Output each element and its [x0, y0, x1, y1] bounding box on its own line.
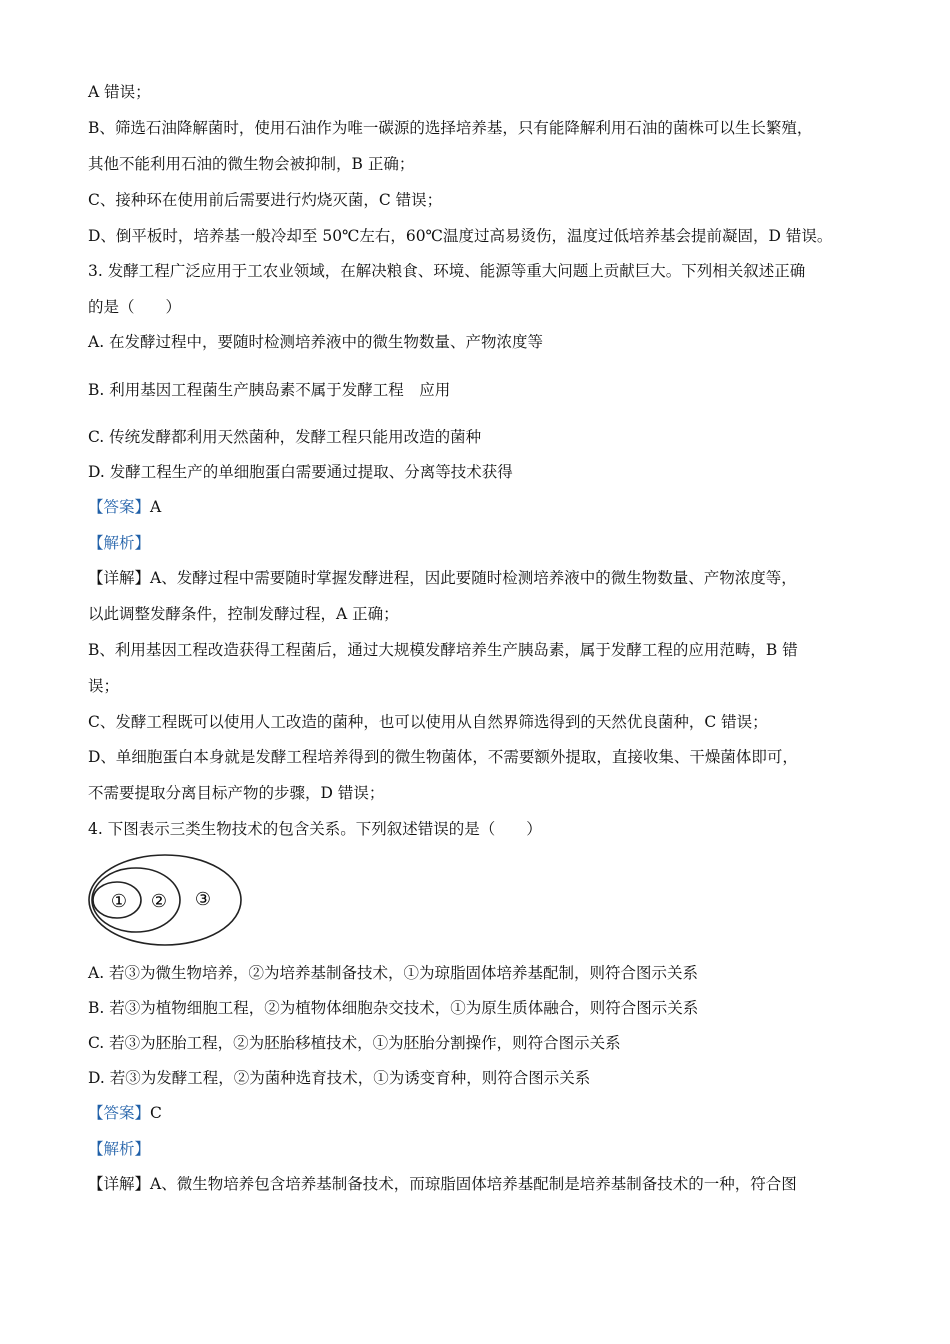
text-line: 不需要提取分离目标产物的步骤，D 错误； — [88, 784, 385, 802]
detail-line: 【详解】A、发酵过程中需要随时掌握发酵进程，因此要随时检测培养液中的微生物数量、产物浓度等， — [88, 569, 797, 587]
detail-tag: 【详解】 — [88, 569, 151, 587]
answer-tag: 【答案】 — [88, 1104, 151, 1122]
text-line: D、倒平板时，培养基一般冷却至 50℃左右，60℃温度过高易烫伤，温度过低培养基会提前凝固，D 错误。 — [88, 227, 833, 245]
question-4-option-b: B. 若③为植物细胞工程，②为植物体细胞杂交技术，①为原生质体融合，则符合图示关系 — [88, 999, 699, 1017]
analysis-line — [88, 533, 150, 553]
diagram-label-3: ③ — [194, 889, 212, 910]
answer-line — [88, 497, 161, 517]
question-3-option-d: D. 发酵工程生产的单细胞蛋白需要通过提取、分离等技术获得 — [88, 463, 513, 481]
question-3-option-c: C. 传统发酵都利用天然菌种，发酵工程只能用改造的菌种 — [88, 428, 482, 446]
text-line: 以此调整发酵条件，控制发酵过程，A 正确； — [88, 605, 399, 623]
analysis-tag: 【解析】 — [88, 534, 151, 552]
question-4-option-d: D. 若③为发酵工程，②为菌种选育技术，①为诱变育种，则符合图示关系 — [88, 1069, 591, 1087]
text-line: C、接种环在使用前后需要进行灼烧灭菌，C 错误； — [88, 191, 443, 209]
analysis-tag: 【解析】 — [88, 1140, 151, 1158]
text-line: 误； — [88, 677, 120, 695]
question-3-stem-cont: 的是（ ） — [88, 298, 182, 316]
question-4-stem: 4. 下图表示三类生物技术的包含关系。下列叙述错误的是（ ） — [88, 820, 542, 838]
text-line: B、利用基因工程改造获得工程菌后，通过大规模发酵培养生产胰岛素，属于发酵工程的应用范畴，B 错 — [88, 641, 798, 659]
detail-tag: 【详解】 — [88, 1175, 151, 1193]
text-line: B、筛选石油降解菌时，使用石油作为唯一碳源的选择培养基，只有能降解利用石油的菌株可以生长繁殖， — [88, 119, 813, 137]
detail-line: 【详解】A、微生物培养包含培养基制备技术，而琼脂固体培养基配制是培养基制备技术的一种，符合图 — [88, 1175, 797, 1193]
answer-value: A — [150, 498, 162, 516]
text-line: A 错误； — [88, 83, 151, 101]
text-line: D、单细胞蛋白本身就是发酵工程培养得到的微生物菌体，不需要额外提取，直接收集、干燥菌体即可， — [88, 748, 798, 766]
analysis-line — [88, 1139, 150, 1159]
question-3-option-b: B. 利用基因工程菌生产胰岛素不属于发酵工程 应用 — [88, 381, 451, 399]
nested-ellipse-diagram — [86, 852, 246, 948]
text-line: 其他不能利用石油的微生物会被抑制，B 正确； — [88, 155, 415, 173]
answer-line — [88, 1103, 162, 1123]
answer-value: C — [150, 1104, 162, 1122]
diagram-label-1: ① — [110, 891, 128, 912]
question-3-stem: 3. 发酵工程广泛应用于工农业领域，在解决粮食、环境、能源等重大问题上贡献巨大。下列相关叙述正确 — [88, 262, 806, 280]
diagram-label-2: ② — [150, 891, 168, 912]
text-line: C、发酵工程既可以使用人工改造的菌种，也可以使用从自然界筛选得到的天然优良菌种，C 错误； — [88, 713, 768, 731]
question-4-option-c: C. 若③为胚胎工程，②为胚胎移植技术，①为胚胎分割操作，则符合图示关系 — [88, 1034, 621, 1052]
answer-tag: 【答案】 — [88, 498, 151, 516]
question-4-option-a: A. 若③为微生物培养，②为培养基制备技术，①为琼脂固体培养基配制，则符合图示关系 — [88, 964, 699, 982]
question-3-option-a: A. 在发酵过程中，要随时检测培养液中的微生物数量、产物浓度等 — [88, 333, 544, 351]
